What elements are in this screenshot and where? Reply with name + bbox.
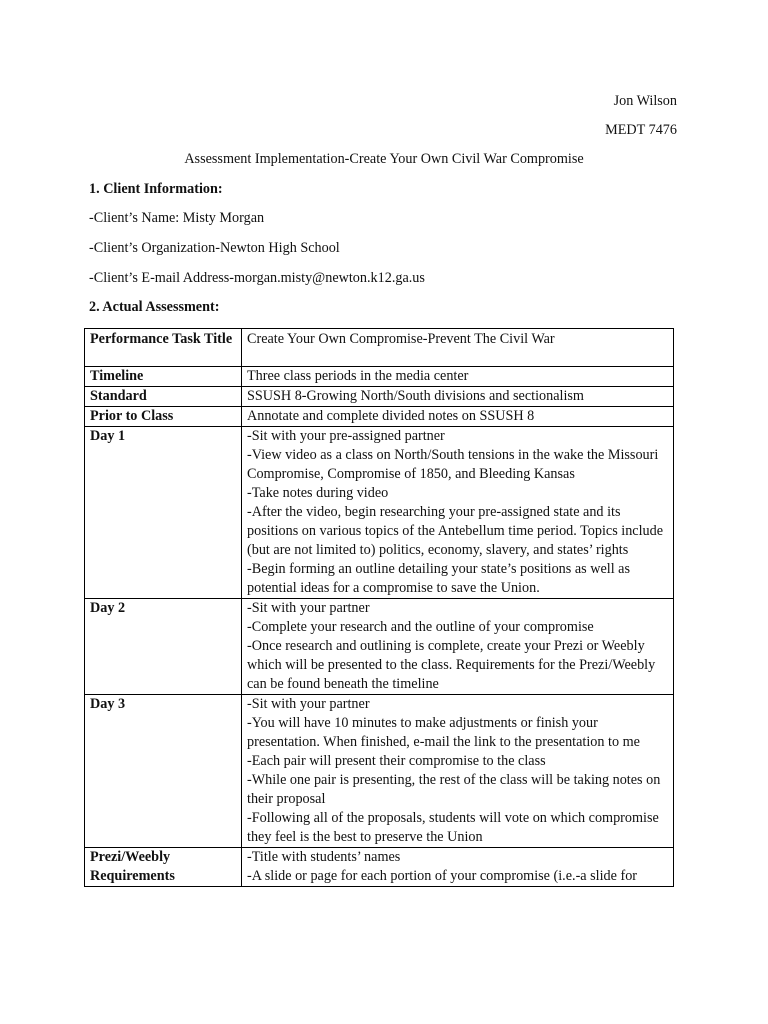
row-label: Standard <box>85 387 242 407</box>
content-line: -Take notes during video <box>247 485 389 501</box>
document-title: Assessment Implementation-Create Your Own Civil War Compromise <box>184 151 584 167</box>
table-row <box>85 427 674 599</box>
course-code: MEDT 7476 <box>605 122 677 138</box>
content-line: -Sit with your partner <box>247 600 370 616</box>
table-row <box>85 407 674 427</box>
row-content <box>242 848 674 887</box>
content-line: -Following all of the proposals, students will vote on which compromise they feel is the best to preserve the Union <box>247 810 659 845</box>
client-email: -Client’s E-mail Address-morgan.misty@newton.k12.ga.us <box>89 270 425 286</box>
table-row <box>85 599 674 695</box>
content-line: -Sit with your partner <box>247 696 370 712</box>
row-label: Prior to Class <box>85 407 242 427</box>
content-line: -Begin forming an outline detailing your state’s positions as well as potential ideas for a compromise to save the Union. <box>247 561 630 596</box>
content-line: -A slide or page for each portion of your compromise (i.e.-a slide for <box>247 868 638 884</box>
content-line: -Title with students’ names <box>247 849 401 865</box>
content-line: -Each pair will present their compromise to the class <box>247 753 546 769</box>
content-line: SSUSH 8-Growing North/South divisions and sectionalism <box>247 388 584 404</box>
content-line: -While one pair is presenting, the rest of the class will be taking notes on their proposal <box>247 772 661 807</box>
content-line: -After the video, begin researching your pre-assigned state and its positions on various topics of the Antebellum time period. Topics include (but are not limited to) politics, economy, slavery, and states’ rights <box>247 504 664 558</box>
content-line: -View video as a class on North/South tensions in the wake the Missouri Compromise, Compromise of 1850, and Bleeding Kansas <box>247 447 659 482</box>
client-name: -Client’s Name: Misty Morgan <box>89 210 265 226</box>
row-label: Timeline <box>85 367 242 387</box>
row-label: Day 3 <box>85 695 242 848</box>
content-line: -You will have 10 minutes to make adjustments or finish your presentation. When finished, e-mail the link to the presentation to me <box>247 715 640 750</box>
table-row <box>85 367 674 387</box>
table-row <box>85 387 674 407</box>
row-content <box>242 329 674 367</box>
author-name: Jon Wilson <box>613 93 677 109</box>
table-row <box>85 329 674 367</box>
content-line: Annotate and complete divided notes on SSUSH 8 <box>247 408 535 424</box>
row-label: Performance Task Title <box>85 329 242 367</box>
table-row <box>85 848 674 887</box>
actual-assessment-heading: 2. Actual Assessment: <box>89 299 220 315</box>
content-line: Three class periods in the media center <box>247 368 469 384</box>
row-content <box>242 427 674 599</box>
client-info-heading: 1. Client Information: <box>89 181 223 197</box>
row-label: Day 1 <box>85 427 242 599</box>
content-line: -Complete your research and the outline of your compromise <box>247 619 594 635</box>
row-label: Prezi/Weebly Requirements <box>85 848 242 887</box>
row-content <box>242 407 674 427</box>
row-label: Day 2 <box>85 599 242 695</box>
content-line: Create Your Own Compromise-Prevent The Civil War <box>247 331 555 347</box>
assessment-table <box>84 328 674 887</box>
client-organization: -Client’s Organization-Newton High School <box>89 240 340 256</box>
row-content <box>242 695 674 848</box>
table-row <box>85 695 674 848</box>
row-content <box>242 387 674 407</box>
row-content <box>242 367 674 387</box>
content-line: -Sit with your pre-assigned partner <box>247 428 445 444</box>
content-line: -Once research and outlining is complete, create your Prezi or Weebly which will be presented to the class. Requirements for the Prezi/Weebly can be found beneath the timeline <box>247 638 656 692</box>
row-content <box>242 599 674 695</box>
